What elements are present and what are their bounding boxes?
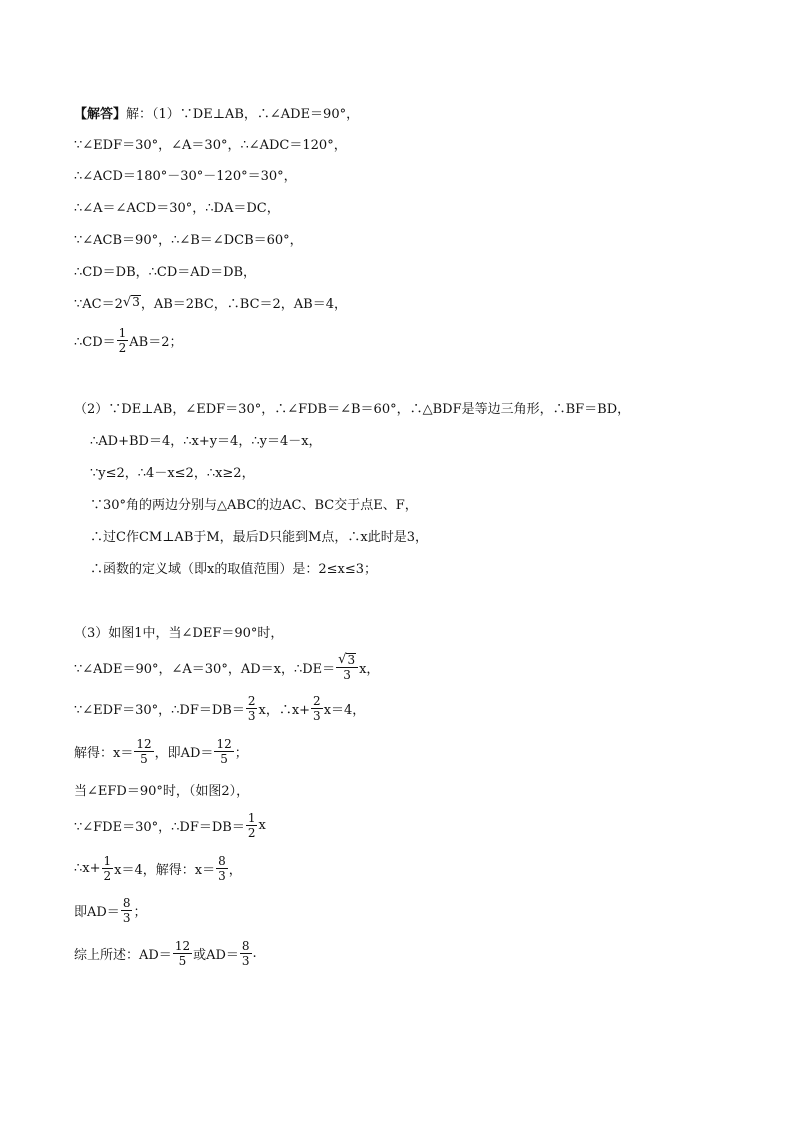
solution-line [90, 522, 428, 548]
fraction [246, 695, 258, 722]
numerator: 12 [174, 938, 191, 953]
numerator: 8 [218, 853, 226, 868]
line-text: ∴函数的定义域（即x的取值范围）是：2≤x≤3； [90, 561, 377, 577]
line-text: ∴∠A＝∠ACD＝30°，∴DA＝DC， [74, 200, 280, 216]
fraction [134, 738, 153, 765]
numerator [336, 653, 358, 669]
denominator: 3 [343, 668, 351, 683]
radical-sign: √ [338, 652, 347, 668]
answer-tag: 【解答】 [74, 106, 127, 122]
denominator: 2 [103, 868, 112, 883]
solution-line [74, 776, 249, 802]
radical-sign: √ [122, 294, 132, 310]
numerator: 12 [216, 736, 232, 751]
solution-line [90, 426, 322, 452]
denominator: 3 [247, 708, 256, 723]
solution-line [74, 289, 347, 315]
denominator: 2 [247, 825, 256, 840]
line-text: 或AD＝ [193, 947, 239, 963]
fraction [216, 855, 228, 882]
line-text: ，AB＝2BC，∴BC＝2，AB＝4， [140, 296, 348, 312]
fraction [311, 695, 323, 722]
solution-line [74, 130, 347, 156]
line-text: ∵AC＝2 [74, 296, 123, 312]
denominator: 5 [140, 751, 148, 766]
numerator: 12 [136, 736, 152, 751]
line-text: （3）如图1中，当∠DEF＝90°时， [74, 625, 284, 641]
fraction [240, 940, 252, 967]
line-text: ； [133, 904, 147, 920]
line-text: 综上所述：AD＝ [74, 947, 172, 963]
line-text: ∵30°角的两边分别与△ABC的边AC、BC交于点E、F， [90, 497, 418, 513]
line-text: ∴AD+BD＝4，∴x+y＝4，∴y＝4－x， [90, 433, 322, 449]
solution-line [74, 934, 257, 972]
denominator: 5 [178, 953, 187, 968]
sqrt-expression [338, 653, 356, 667]
line-text: ∵y≤2，∴4－x≤2，∴x≥2， [90, 465, 255, 481]
solution-line [74, 322, 183, 358]
solution-line [74, 225, 303, 251]
solution-line [74, 647, 379, 687]
line-text: （2）∵DE⊥AB，∠EDF＝30°，∴∠FDB＝∠B＝60°，∴△BDF是等边三角形，∴BF＝BD， [74, 401, 631, 417]
solution-line [74, 193, 280, 219]
line-text: 即AD＝ [74, 904, 120, 920]
solution-line [74, 618, 283, 644]
solution-line [90, 458, 255, 484]
numerator: 1 [247, 810, 256, 825]
line-text: ∴CD＝DB，∴CD＝AD＝DB， [74, 264, 257, 280]
line-text: x，∴x+ [258, 702, 311, 718]
line-text: 当∠EFD＝90°时，（如图2）， [74, 783, 250, 799]
denominator: 3 [122, 910, 131, 925]
line-text: x， [359, 661, 380, 677]
denominator: 3 [241, 953, 250, 968]
line-text: ∴∠ACD＝180°－30°－120°＝30°， [74, 168, 297, 184]
numerator: 1 [103, 853, 112, 868]
solution-line [74, 161, 297, 187]
line-text: ∵∠FDE＝30°，∴DF＝DB＝ [74, 819, 245, 835]
solution-line [74, 394, 630, 420]
denominator: 3 [313, 708, 321, 723]
radicand: 3 [347, 652, 356, 667]
line-text: 解：（1）∵DE⊥AB，∴∠ADE＝90°， [126, 106, 360, 122]
line-text: ∴x+ [74, 860, 101, 876]
line-text: x＝4， [323, 702, 366, 718]
fraction [336, 653, 358, 682]
line-text: 解得：x＝ [74, 745, 134, 761]
numerator: 2 [313, 693, 321, 708]
fraction [214, 738, 233, 765]
fraction [117, 327, 129, 354]
line-text: . [252, 945, 257, 961]
denominator: 5 [220, 751, 228, 766]
solution-line [74, 257, 256, 283]
solution-line [74, 732, 248, 770]
line-text: AB＝2； [129, 334, 183, 350]
numerator: 2 [247, 693, 256, 708]
line-text: ， [228, 862, 242, 878]
line-text: ∵∠EDF＝30°，∴DF＝DB＝ [74, 702, 245, 718]
fraction [102, 855, 114, 882]
line-text: ，即AD＝ [154, 745, 214, 761]
solution-line [74, 891, 146, 929]
line-text: ∴过C作CM⊥AB于M，最后D只能到M点，∴x此时是3， [90, 529, 429, 545]
line-text: x＝4，解得：x＝ [114, 862, 216, 878]
solution-line [74, 849, 242, 887]
denominator: 3 [218, 868, 226, 883]
solution-line [74, 99, 359, 125]
fraction [121, 897, 133, 924]
numerator: 8 [241, 938, 250, 953]
line-text: ∴CD＝ [74, 334, 116, 350]
line-text: x [258, 817, 266, 833]
line-text: ； [234, 745, 248, 761]
line-text: ∵∠ACB＝90°，∴∠B＝∠DCB＝60°， [74, 232, 303, 248]
denominator: 2 [118, 340, 127, 355]
numerator: 8 [122, 895, 131, 910]
radicand: 3 [132, 295, 140, 310]
line-text: ∵∠EDF＝30°，∠A＝30°，∴∠ADC＝120°， [74, 137, 347, 153]
solution-line [90, 554, 377, 580]
numerator: 1 [118, 325, 127, 340]
fraction [246, 812, 258, 839]
solution-line [74, 689, 365, 727]
sqrt-expression [123, 295, 141, 309]
solution-line [90, 490, 418, 516]
line-text: ∵∠ADE＝90°，∠A＝30°，AD＝x，∴DE＝ [74, 661, 336, 677]
solution-line [74, 806, 266, 844]
fraction [173, 940, 192, 967]
